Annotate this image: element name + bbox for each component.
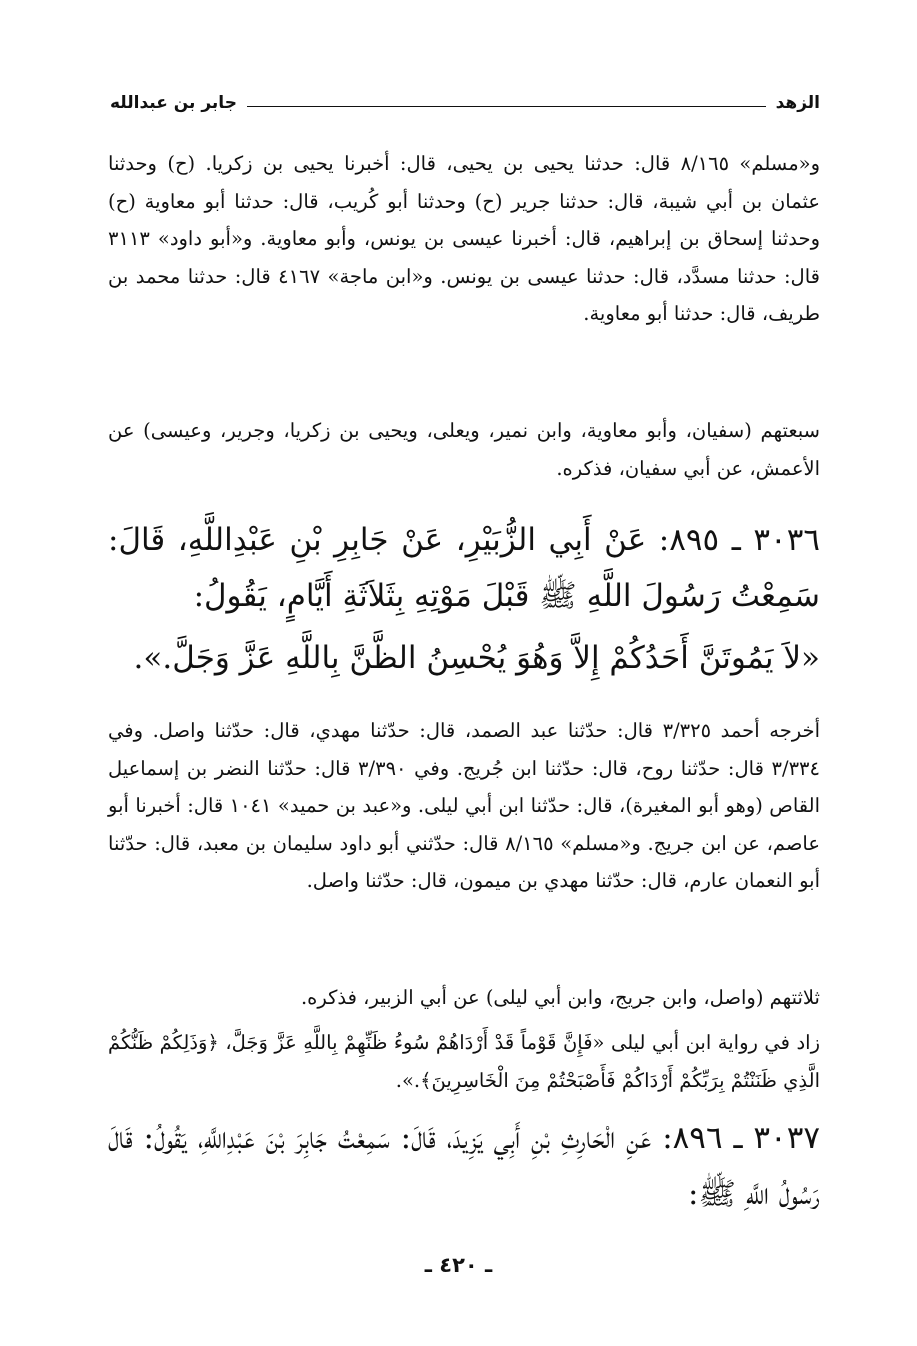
paragraph-addition: زاد في رواية ابن أبي ليلى «فَإِنَّ قَوْماً قَدْ أَرْدَاهُمْ سُوءُ ظَنِّهِمْ بِاللَّهِ عَزَّ وَجَلَّ، ﴿وَذَلِكُمْ ظَنُّكُمْ الَّذِي ظَنَنْتُمْ بِرَبِّكُمْ أَرْدَاكُمْ فَأَصْبَحْتُمْ مِنَ الْخَاسِرِينَ﴾.». <box>108 1031 820 1092</box>
section-title: جابر بن عبدالله <box>110 93 237 113</box>
book-title: الزهد <box>775 93 820 113</box>
paragraph-summary-2: ثلاثتهم (واصل، وابن جريج، وابن أبي ليلى) عن أبي الزبير، فذكره. <box>300 986 820 1009</box>
running-header <box>110 86 820 120</box>
paragraph-takhrij-2: أخرجه أحمد ٣/٣٢٥ قال: حدّثنا عبد الصمد، قال: حدّثنا مهدي، قال: حدّثنا واصل. وفي ٣/٣٣٤ قال: حدّثنا روح، قال: حدّثنا ابن جُريج. وفي ٣/٣٩٠ قال: حدّثنا النضر بن إسماعيل القاص (وهو أبو المغيرة)، قال: حدّثنا ابن أبي ليلى. و«عبد بن حميد» ١٠٤١ قال: أخبرنا أبو عاصم، عن ابن جريج. و«مسلم» ٨/١٦٥ قال: حدّثني أبو داود سليمان بن معبد، قال: حدّثنا أبو النعمان عارم، قال: حدّثنا مهدي بن ميمون، قال: حدّثنا واصل. <box>108 719 820 892</box>
hadith-3036-quote: «لاَ يَمُوتَنَّ أَحَدُكُمْ إِلاَّ وَهُوَ يُحْسِنُ الظَّنَّ بِاللَّهِ عَزَّ وَجَلَّ.». <box>133 640 820 676</box>
paragraph-takhrij-1: و«مسلم» ٨/١٦٥ قال: حدثنا يحيى بن يحيى، قال: أخبرنا يحيى بن زكريا. (ح) وحدثنا عثمان بن أبي شيبة، قال: حدثنا جرير (ح) وحدثنا أبو كُريب، قال: حدثنا أبو معاوية (ح) وحدثنا إسحاق بن إبراهيم، قال: أخبرنا عيسى بن يونس، وأبو معاوية. و«أبو داود» ٣١١٣ قال: حدثنا مسدَّد، قال: حدثنا عيسى بن يونس. و«ابن ماجة» ٤١٦٧ قال: حدثنا محمد بن طريف، قال: حدثنا أبو معاوية. <box>108 152 820 325</box>
hadith-3036: ٣٠٣٦ ـ ٨٩٥: عَنْ أَبِي الزُّبَيْرِ، عَنْ جَابِرِ بْنِ عَبْدِاللَّهِ، قَالَ: سَمِعْتُ رَسُولَ اللَّهِ ﷺ قَبْلَ مَوْتِهِ بِثَلاَثَةِ أَيَّامٍ، يَقُولُ: <box>108 522 820 614</box>
paragraph-summary-1: سبعتهم (سفيان، وأبو معاوية، وابن نمير، ويعلى، ويحيى بن زكريا، وجرير، وعيسى) عن الأعمش، عن أبي سفيان، فذكره. <box>108 419 820 480</box>
header-rule <box>247 106 766 107</box>
page-number: ـ ٤٢٠ ـ <box>424 1253 493 1277</box>
hadith-3037: ٣٠٣٧ ـ ٨٩٦: عَنِ الْحَارِثِ بْنِ أَبِي يَزِيدَ، قَالَ: سَمِعْتُ جَابِرَ بْنَ عَبْدِاللَّهِ، يَقُولُ: قَالَ رَسُولُ اللَّهِ ﷺ: <box>108 1120 820 1212</box>
